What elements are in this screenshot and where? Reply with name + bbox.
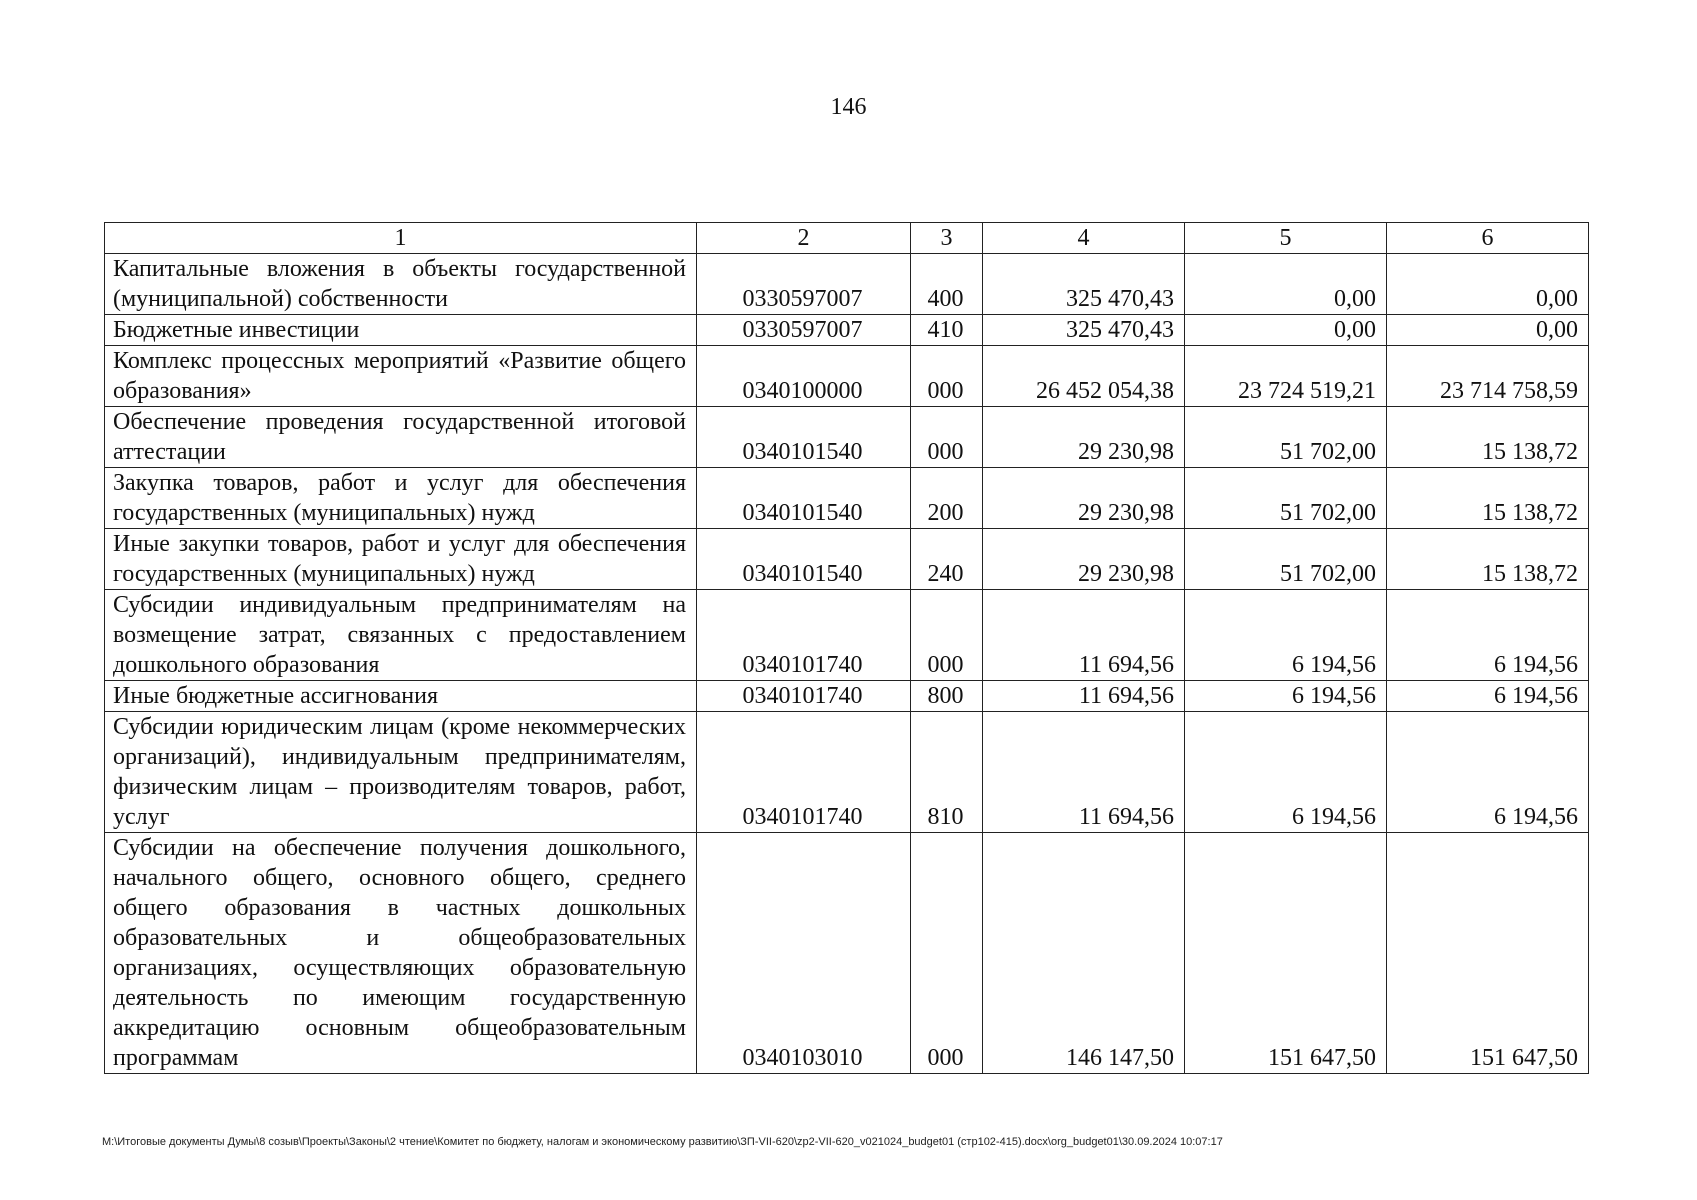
amount-col6-cell: 6 194,56 bbox=[1387, 712, 1589, 833]
item-name-cell: Бюджетные инвестиции bbox=[105, 315, 697, 346]
amount-col5-cell: 6 194,56 bbox=[1185, 590, 1387, 681]
table-row bbox=[105, 346, 1589, 407]
item-name-cell: Субсидии юридическим лицам (кроме некоммерческих организаций), индивидуальным предпринимателям, физическим лицам – производителям товаров, работ, услуг bbox=[105, 712, 697, 833]
amount-col6-cell: 0,00 bbox=[1387, 315, 1589, 346]
column-header: 4 bbox=[983, 223, 1185, 254]
amount-col5-cell: 23 724 519,21 bbox=[1185, 346, 1387, 407]
table-row bbox=[105, 681, 1589, 712]
item-name-cell: Субсидии на обеспечение получения дошкольного, начального общего, основного общего, среднего общего образования в частных дошкольных образовательных и общеобразовательных организациях, осуществляющих образовательную деятельность по имеющим государственную аккредитацию основным общеобразовательным программам bbox=[105, 833, 697, 1074]
item-name-cell: Субсидии индивидуальным предпринимателям на возмещение затрат, связанных с предоставлением дошкольного образования bbox=[105, 590, 697, 681]
table-row bbox=[105, 254, 1589, 315]
expense-type-cell: 000 bbox=[911, 407, 983, 468]
table-row bbox=[105, 712, 1589, 833]
amount-col6-cell: 0,00 bbox=[1387, 254, 1589, 315]
amount-col6-cell: 6 194,56 bbox=[1387, 681, 1589, 712]
expense-type-cell: 000 bbox=[911, 346, 983, 407]
amount-col6-cell: 6 194,56 bbox=[1387, 590, 1589, 681]
amount-col5-cell: 6 194,56 bbox=[1185, 681, 1387, 712]
amount-col4-cell: 11 694,56 bbox=[983, 712, 1185, 833]
column-header: 3 bbox=[911, 223, 983, 254]
amount-col5-cell: 0,00 bbox=[1185, 254, 1387, 315]
header-row bbox=[105, 223, 1589, 254]
expense-type-cell: 410 bbox=[911, 315, 983, 346]
amount-col6-cell: 15 138,72 bbox=[1387, 407, 1589, 468]
item-name-cell: Иные бюджетные ассигнования bbox=[105, 681, 697, 712]
amount-col4-cell: 29 230,98 bbox=[983, 529, 1185, 590]
target-code-cell: 0340100000 bbox=[697, 346, 911, 407]
table-row bbox=[105, 833, 1589, 1074]
amount-col4-cell: 325 470,43 bbox=[983, 315, 1185, 346]
target-code-cell: 0330597007 bbox=[697, 315, 911, 346]
target-code-cell: 0340101740 bbox=[697, 712, 911, 833]
table-row bbox=[105, 407, 1589, 468]
amount-col4-cell: 29 230,98 bbox=[983, 407, 1185, 468]
expense-type-cell: 000 bbox=[911, 590, 983, 681]
expense-type-cell: 000 bbox=[911, 833, 983, 1074]
amount-col6-cell: 15 138,72 bbox=[1387, 468, 1589, 529]
amount-col5-cell: 51 702,00 bbox=[1185, 407, 1387, 468]
expense-type-cell: 810 bbox=[911, 712, 983, 833]
amount-col4-cell: 325 470,43 bbox=[983, 254, 1185, 315]
target-code-cell: 0340101740 bbox=[697, 590, 911, 681]
budget-table bbox=[104, 222, 1589, 1074]
expense-type-cell: 240 bbox=[911, 529, 983, 590]
amount-col6-cell: 151 647,50 bbox=[1387, 833, 1589, 1074]
page-number: 146 bbox=[830, 94, 867, 120]
amount-col4-cell: 146 147,50 bbox=[983, 833, 1185, 1074]
table-row bbox=[105, 315, 1589, 346]
item-name-cell: Капитальные вложения в объекты государственной (муниципальной) собственности bbox=[105, 254, 697, 315]
item-name-cell: Иные закупки товаров, работ и услуг для обеспечения государственных (муниципальных) нужд bbox=[105, 529, 697, 590]
target-code-cell: 0340101540 bbox=[697, 407, 911, 468]
amount-col5-cell: 6 194,56 bbox=[1185, 712, 1387, 833]
target-code-cell: 0340101740 bbox=[697, 681, 911, 712]
target-code-cell: 0340101540 bbox=[697, 529, 911, 590]
expense-type-cell: 200 bbox=[911, 468, 983, 529]
amount-col5-cell: 0,00 bbox=[1185, 315, 1387, 346]
column-header: 2 bbox=[697, 223, 911, 254]
amount-col4-cell: 11 694,56 bbox=[983, 681, 1185, 712]
table-row bbox=[105, 529, 1589, 590]
amount-col5-cell: 151 647,50 bbox=[1185, 833, 1387, 1074]
item-name-cell: Обеспечение проведения государственной итоговой аттестации bbox=[105, 407, 697, 468]
amount-col6-cell: 23 714 758,59 bbox=[1387, 346, 1589, 407]
expense-type-cell: 800 bbox=[911, 681, 983, 712]
target-code-cell: 0330597007 bbox=[697, 254, 911, 315]
amount-col5-cell: 51 702,00 bbox=[1185, 529, 1387, 590]
column-header: 6 bbox=[1387, 223, 1589, 254]
expense-type-cell: 400 bbox=[911, 254, 983, 315]
document-path-footer: M:\Итоговые документы Думы\8 созыв\Проекты\Законы\2 чтение\Комитет по бюджету, налогам и экономическому развитию\ЗП-VII-620\zp2-VII-620_v021024_budget01 (стр102-415).docx\org_budget01\30.09.2024 10:07:17 bbox=[102, 1136, 1223, 1148]
amount-col4-cell: 26 452 054,38 bbox=[983, 346, 1185, 407]
target-code-cell: 0340101540 bbox=[697, 468, 911, 529]
amount-col5-cell: 51 702,00 bbox=[1185, 468, 1387, 529]
table-row bbox=[105, 468, 1589, 529]
amount-col4-cell: 11 694,56 bbox=[983, 590, 1185, 681]
table-row bbox=[105, 590, 1589, 681]
column-header: 5 bbox=[1185, 223, 1387, 254]
item-name-cell: Закупка товаров, работ и услуг для обеспечения государственных (муниципальных) нужд bbox=[105, 468, 697, 529]
item-name-cell: Комплекс процессных мероприятий «Развитие общего образования» bbox=[105, 346, 697, 407]
column-header: 1 bbox=[105, 223, 697, 254]
amount-col4-cell: 29 230,98 bbox=[983, 468, 1185, 529]
amount-col6-cell: 15 138,72 bbox=[1387, 529, 1589, 590]
target-code-cell: 0340103010 bbox=[697, 833, 911, 1074]
